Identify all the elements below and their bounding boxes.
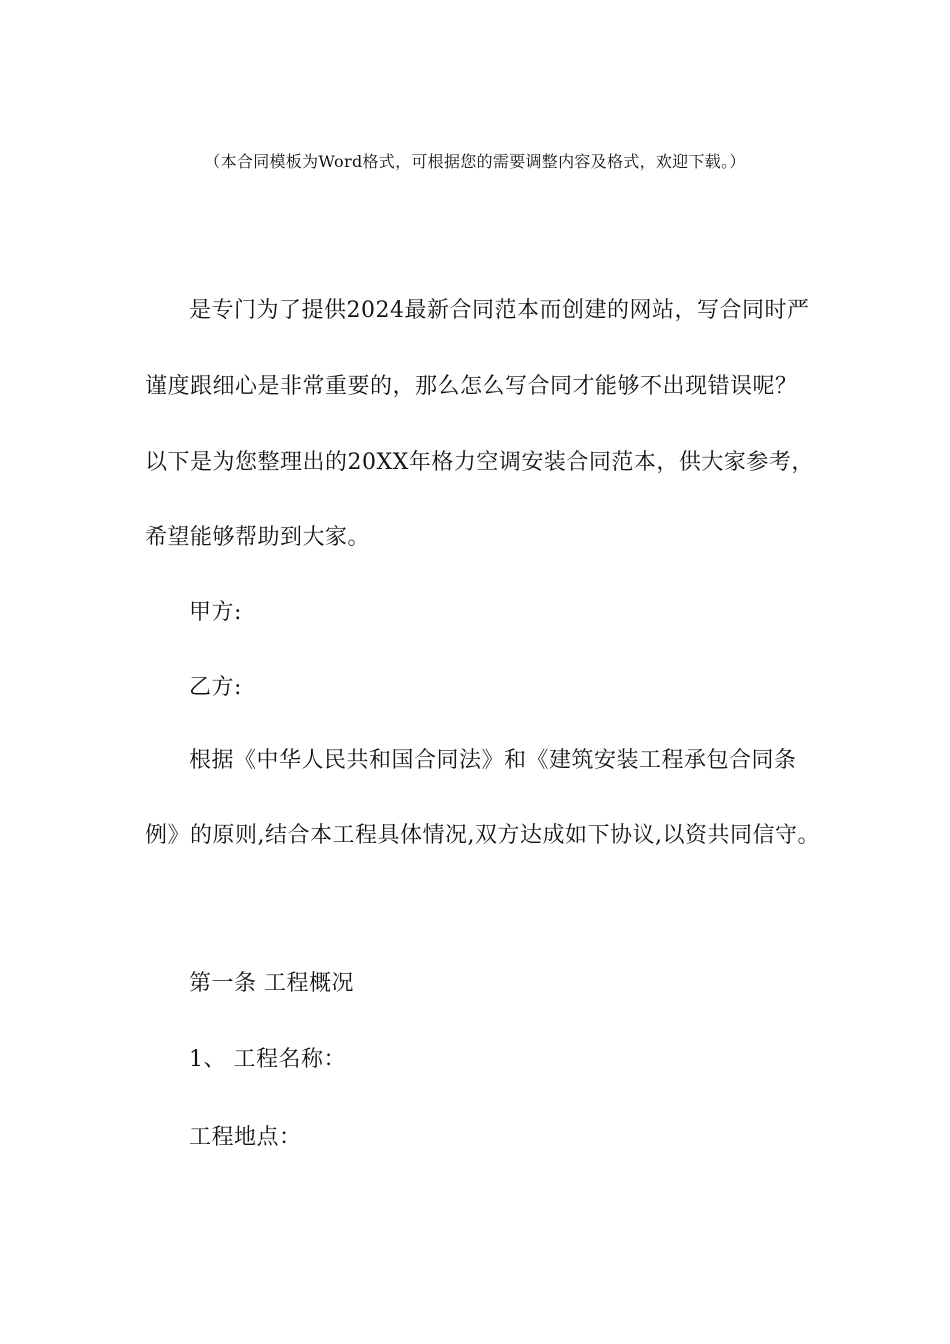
basis-line-1: 根据《中华人民共和国合同法》和《建筑安装工程承包合同条 [189, 748, 797, 773]
project-location-item: 工程地点： [189, 1125, 302, 1150]
intro-line-3: 以下是为您整理出的20XX年格力空调安装合同范本，供大家参考， [145, 450, 814, 475]
intro-line-1: 是专门为了提供2024最新合同范本而创建的网站，写合同时严 [189, 298, 810, 323]
party-a-label: 甲方: [189, 600, 242, 625]
template-note: （本合同模板为Word格式，可根据您的需要调整内容及格式，欢迎下载。） [204, 152, 746, 171]
basis-line-2: 例》的原则,结合本工程具体情况,双方达成如下协议,以资共同信守。 [145, 823, 820, 848]
intro-line-4: 希望能够帮助到大家。 [145, 525, 371, 550]
project-name-item: 1、 工程名称： [189, 1047, 346, 1072]
article-1-heading: 第一条 工程概况 [189, 971, 354, 996]
party-b-label: 乙方: [189, 675, 242, 700]
intro-line-2: 谨度跟细心是非常重要的，那么怎么写合同才能够不出现错误呢？ [145, 374, 798, 399]
